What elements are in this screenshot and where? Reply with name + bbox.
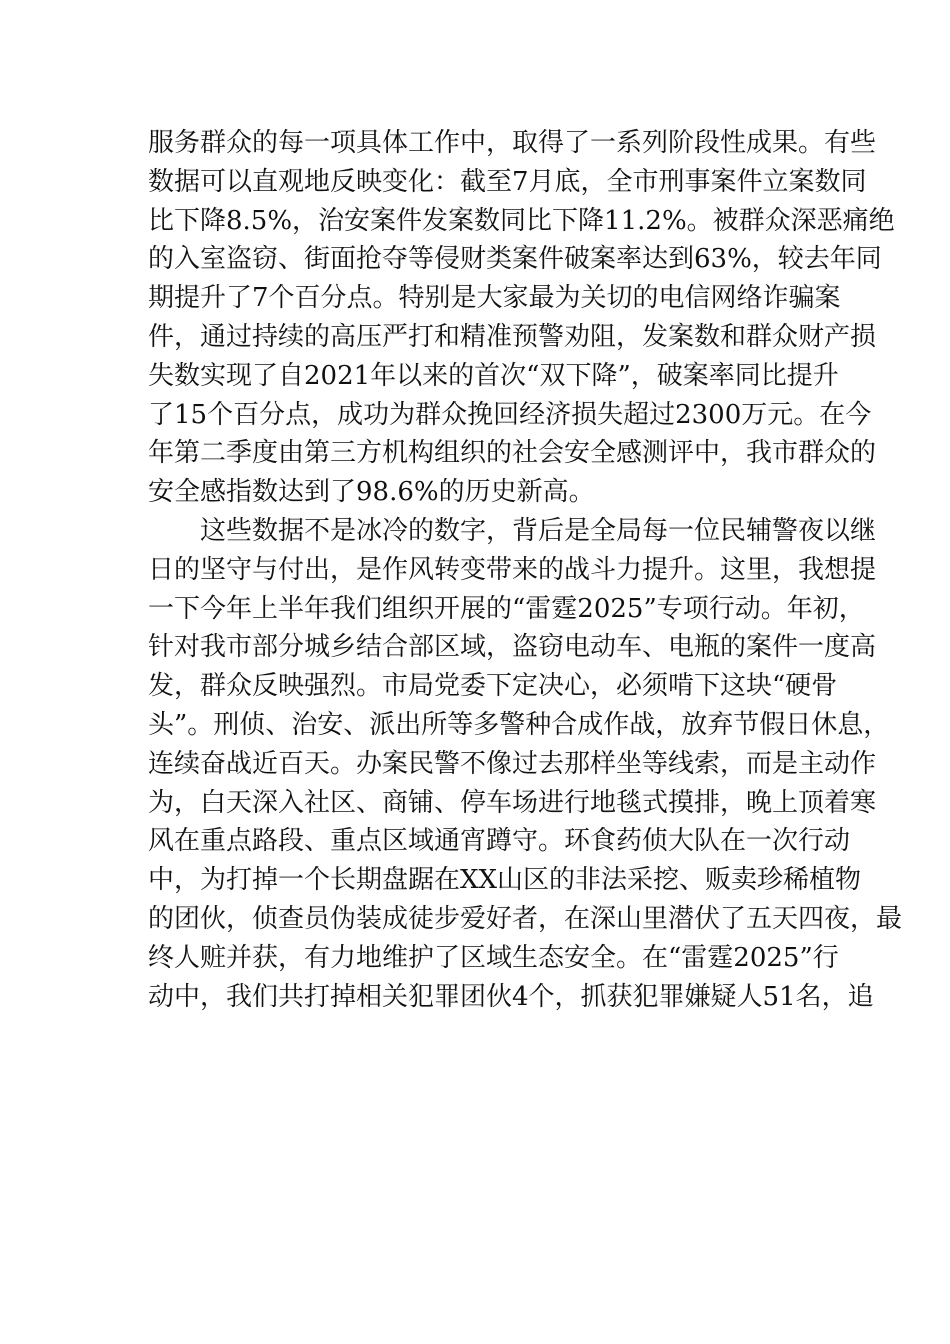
text-line: 一下今年上半年我们组织开展的“雷霆2025”专项行动。年初， (148, 593, 865, 624)
text-line: 比下降8.5%，治安案件发案数同比下降11.2%。被群众深恶痛绝 (148, 205, 895, 236)
text-line: 发，群众反映强烈。市局党委下定决心，必须啃下这块“硬骨 (148, 671, 838, 702)
text-line: 终人赃并获，有力地维护了区域生态安全。在“雷霆2025”行 (148, 942, 839, 973)
text-line: 了15个百分点，成功为群众挽回经济损失超过2300万元。在今 (148, 399, 872, 430)
document-body (148, 124, 903, 1016)
paragraph-2 (148, 512, 903, 1016)
text-line: 数据可以直观地反映变化：截至7月底，全市刑事案件立案数同 (148, 166, 867, 197)
text-line: 连续奋战近百天。办案民警不像过去那样坐等线索，而是主动作 (148, 748, 877, 779)
text-line: 中，为打掉一个长期盘踞在XX山区的非法采挖、贩卖珍稀植物 (148, 865, 862, 896)
text-line: 服务群众的每一项具体工作中，取得了一系列阶段性成果。有些 (148, 128, 877, 158)
text-line: 日的坚守与付出，是作风转变带来的战斗力提升。这里，我想提 (148, 554, 877, 585)
text-line: 针对我市部分城乡结合部区域，盗窃电动车、电瓶的案件一度高 (148, 632, 877, 663)
text-line: 的团伙，侦查员伪装成徒步爱好者，在深山里潜伏了五天四夜，最 (148, 903, 903, 934)
text-line: 安全感指数达到了98.6%的历史新高。 (148, 477, 595, 508)
paragraph-1 (148, 124, 895, 512)
text-line: 的入室盗窃、街面抢夺等侵财类案件破案率达到63%，较去年同 (148, 244, 882, 275)
text-line: 头”。刑侦、治安、派出所等多警种合成作战，放弃节假日休息， (148, 709, 890, 740)
text-line: 年第二季度由第三方机构组织的社会安全感测评中，我市群众的 (148, 438, 877, 469)
text-line: 期提升了7个百分点。特别是大家最为关切的电信网络诈骗案 (148, 283, 841, 314)
text-line: 风在重点路段、重点区域通宵蹲守。环食药侦大队在一次行动 (148, 826, 851, 857)
text-line: 件，通过持续的高压严打和精准预警劝阻，发案数和群众财产损 (148, 321, 877, 352)
text-line: 动中，我们共打掉相关犯罪团伙4个，抓获犯罪嫌疑人51名，追 (148, 981, 874, 1012)
text-line: 为，白天深入社区、商铺、停车场进行地毯式摸排，晚上顶着寒 (148, 787, 877, 818)
text-line: 失数实现了自2021年以来的首次“双下降”，破案率同比提升 (148, 360, 839, 391)
text-line: 这些数据不是冰冷的数字，背后是全局每一位民辅警夜以继 (200, 515, 877, 546)
